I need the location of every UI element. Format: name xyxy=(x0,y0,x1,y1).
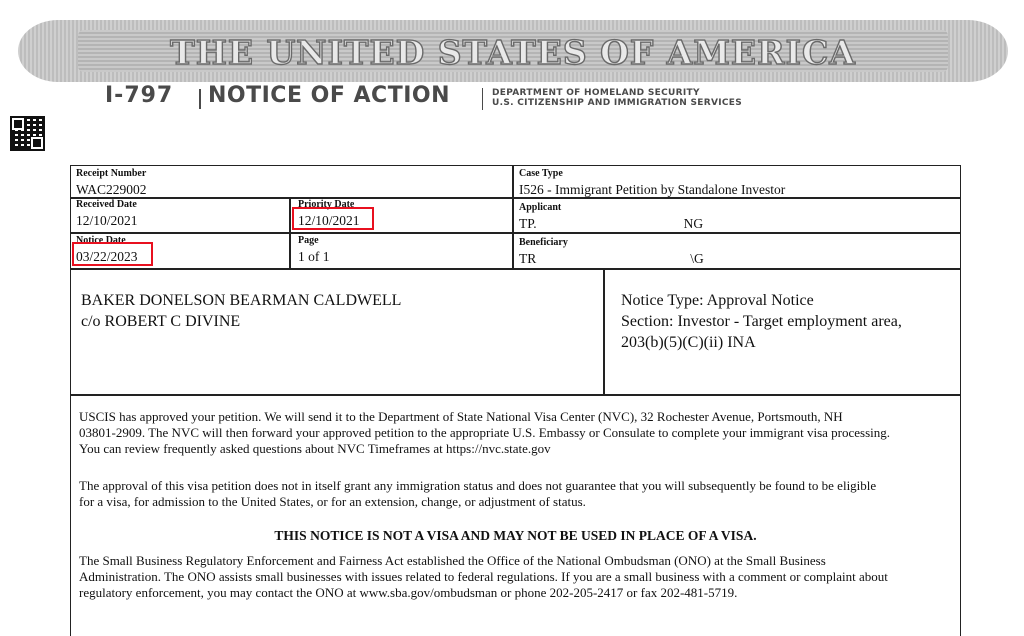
beneficiary-name-end: \G xyxy=(690,251,704,266)
form-number: I-797 xyxy=(105,83,174,108)
department-block xyxy=(492,88,742,108)
priority-date-label: Priority Date xyxy=(298,199,355,210)
body-line: The Small Business Regulatory Enforcement and Fairness Act established the Office of the National Ombudsman (ONO) at the Small Business xyxy=(79,553,826,568)
applicant-name-start: TP. xyxy=(519,216,537,231)
applicant-name-end: NG xyxy=(683,216,704,231)
beneficiary-name-start: TR xyxy=(519,251,537,266)
row-divider xyxy=(71,394,960,396)
row-divider xyxy=(71,232,960,234)
received-date-value: 12/10/2021 xyxy=(76,213,138,228)
applicant-value xyxy=(519,216,703,231)
column-divider xyxy=(603,268,605,394)
notice-date-highlight xyxy=(72,242,153,266)
body-line: Administration. The ONO assists small businesses with issues related to federal regulations. If you are a small business with a comment or complaint about xyxy=(79,569,888,584)
receipt-number-cell xyxy=(76,169,147,197)
banner-title: THE UNITED STATES OF AMERICA xyxy=(170,33,856,72)
column-divider xyxy=(512,166,514,268)
body-line: The approval of this visa petition does not in itself grant any immigration status and does not guarantee that you will subsequently be found to be eligible xyxy=(79,478,877,493)
notice-info xyxy=(621,290,902,353)
beneficiary-value xyxy=(519,251,704,266)
paragraph-status xyxy=(79,478,950,510)
beneficiary-cell xyxy=(519,238,704,266)
beneficiary-label: Beneficiary xyxy=(519,237,568,248)
paragraph-approval xyxy=(79,409,950,457)
case-type-cell xyxy=(519,169,785,197)
body-line: USCIS has approved your petition. We will send it to the Department of State National Visa Center (NVC), 32 Rochester Avenue, Portsmouth, NH xyxy=(79,409,843,424)
column-divider xyxy=(289,197,291,268)
receipt-number-value: WAC229002 xyxy=(76,182,147,197)
page-value: 1 of 1 xyxy=(298,249,330,264)
section-line-2: 203(b)(5)(C)(ii) INA xyxy=(621,334,756,351)
notice-title: NOTICE OF ACTION xyxy=(208,83,451,108)
address-line-2: c/o ROBERT C DIVINE xyxy=(81,313,241,330)
paragraph-ombudsman xyxy=(79,553,950,601)
dept-divider xyxy=(482,88,483,110)
not-a-visa-heading: THIS NOTICE IS NOT A VISA AND MAY NOT BE USED IN PLACE OF A VISA. xyxy=(274,528,757,543)
dept-line-1: DEPARTMENT OF HOMELAND SECURITY xyxy=(492,88,700,98)
notice-date-label: Notice Date xyxy=(76,235,126,246)
page-label: Page xyxy=(298,235,319,246)
body-line: 03801-2909. The NVC will then forward your approved petition to the appropriate U.S. Embassy or Consulate to complete your immigrant visa processing. xyxy=(79,425,891,440)
body-line: for a visa, for admission to the United States, or for an extension, change, or adjustment of status. xyxy=(79,494,586,509)
receipt-number-label: Receipt Number xyxy=(76,168,147,179)
section-line-1: Section: Investor - Target employment area, xyxy=(621,313,902,330)
received-date-label: Received Date xyxy=(76,199,137,210)
applicant-cell xyxy=(519,203,703,231)
dept-line-2: U.S. CITIZENSHIP AND IMMIGRATION SERVICES xyxy=(492,98,743,108)
body-line: regulatory enforcement, you may contact the ONO at www.sba.gov/ombudsman or phone 202-205-2417 or fax 202-481-5719. xyxy=(79,585,738,600)
notice-date-value: 03/22/2023 xyxy=(76,249,138,264)
seal-banner xyxy=(18,20,1008,82)
barcode-icon xyxy=(12,118,43,149)
priority-date-value: 12/10/2021 xyxy=(298,213,360,228)
row-divider xyxy=(71,197,960,199)
notice-type: Notice Type: Approval Notice xyxy=(621,292,814,309)
received-date-cell xyxy=(76,200,138,228)
page-cell xyxy=(298,236,330,264)
case-type-value: I526 - Immigrant Petition by Standalone Investor xyxy=(519,182,786,197)
body-line: You can review frequently asked questions about NVC Timeframes at https://nvc.state.gov xyxy=(79,441,551,456)
applicant-label: Applicant xyxy=(519,202,562,213)
case-type-label: Case Type xyxy=(519,168,563,179)
address-line-1: BAKER DONELSON BEARMAN CALDWELL xyxy=(81,292,402,309)
mailing-address xyxy=(81,290,401,332)
header-divider xyxy=(199,89,201,109)
row-divider xyxy=(71,268,960,270)
priority-date-highlight xyxy=(292,207,374,230)
notice-document xyxy=(70,165,961,636)
